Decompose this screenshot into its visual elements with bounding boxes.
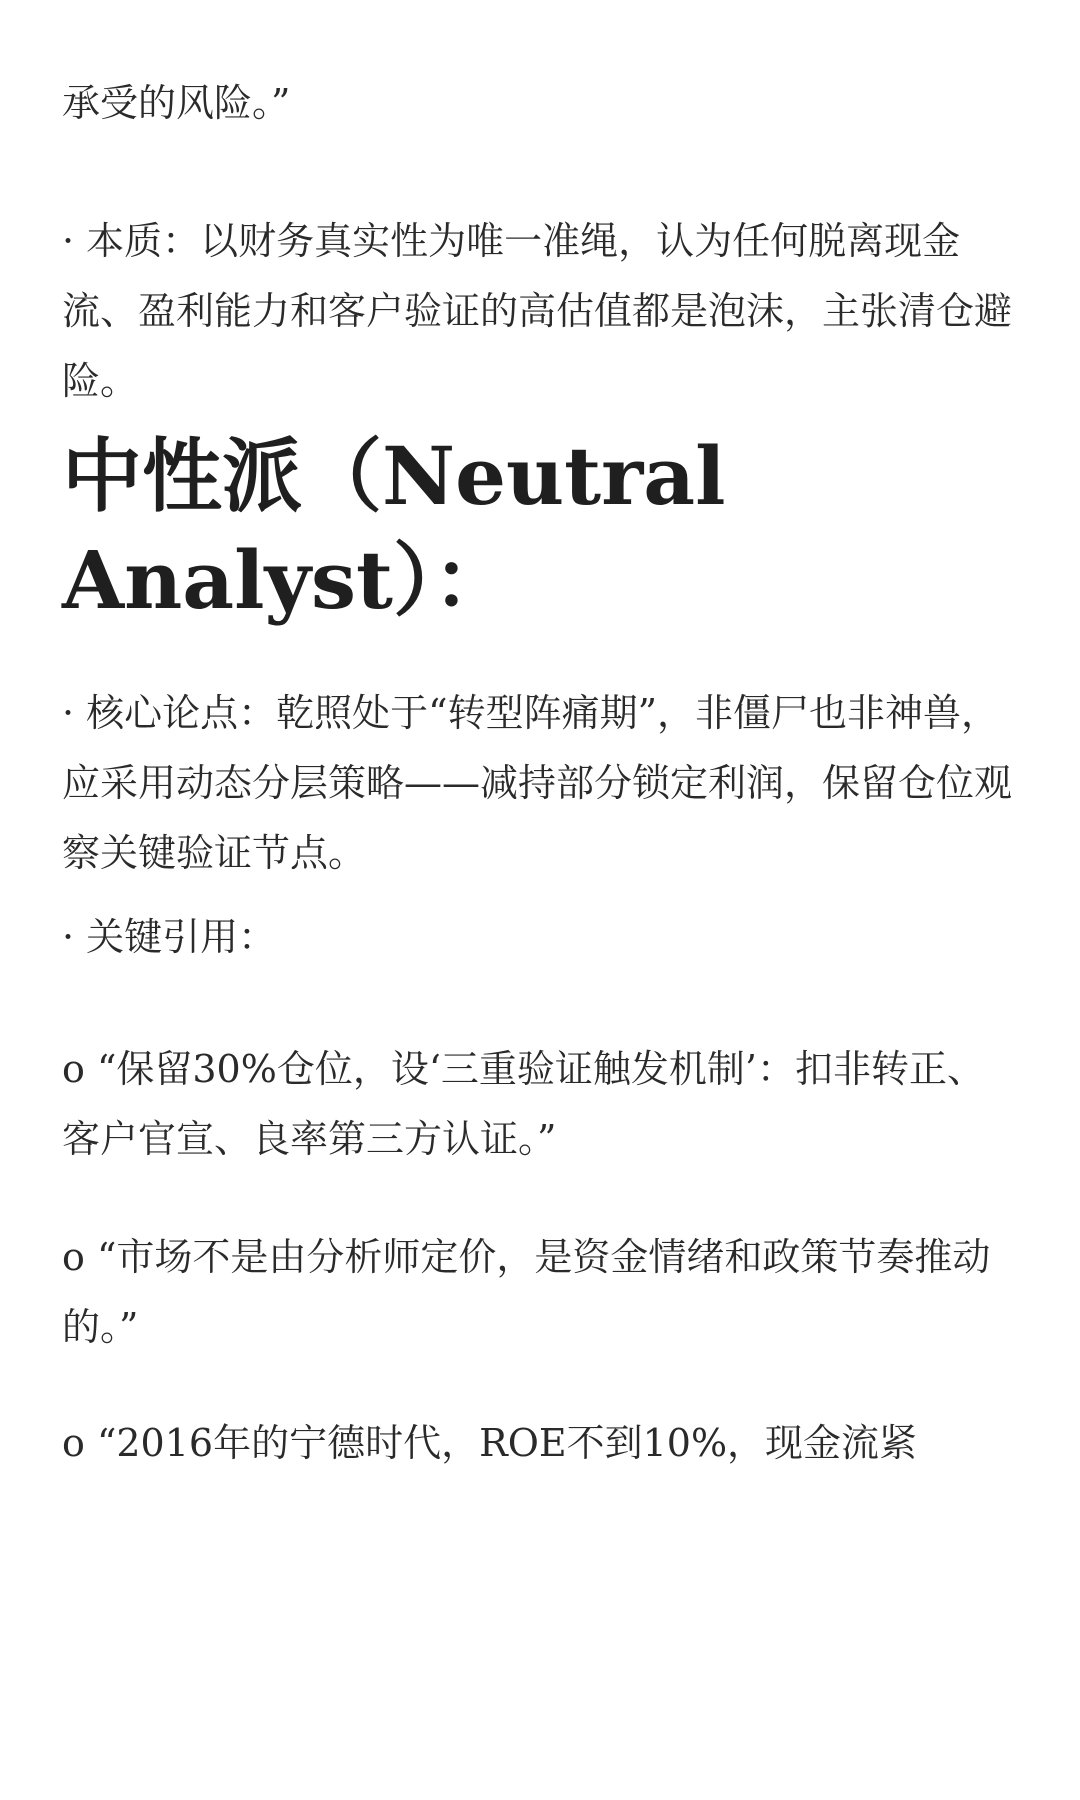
neutral-analyst-heading: 中性派（Neutral Analyst）： xyxy=(62,429,726,627)
neutral-quote-item: o “市场不是由分析师定价，是资金情绪和政策节奏推动的。” xyxy=(62,1235,991,1349)
neutral-core-argument-paragraph: · 核心论点：乾照处于“转型阵痛期”，非僵尸也非神兽，应采用动态分层策略——减持部分锁定利润，保留仓位观察关键验证节点。 xyxy=(62,691,1013,875)
neutral-quote-item: o “保留30%仓位，设‘三重验证触发机制’：扣非转正、客户官宣、良率第三方认证。” xyxy=(62,1047,986,1161)
bear-essence-paragraph: · 本质：以财务真实性为唯一准绳，认为任何脱离现金流、盈利能力和客户验证的高估值都是泡沫，主张清仓避险。 xyxy=(62,219,1013,403)
neutral-key-quotes-label: · 关键引用： xyxy=(62,915,277,959)
neutral-quote-item: o “2016年的宁德时代，ROE不到10%，现金流紧 xyxy=(62,1421,918,1465)
bear-quote-tail: 承受的风险。” xyxy=(62,81,291,125)
